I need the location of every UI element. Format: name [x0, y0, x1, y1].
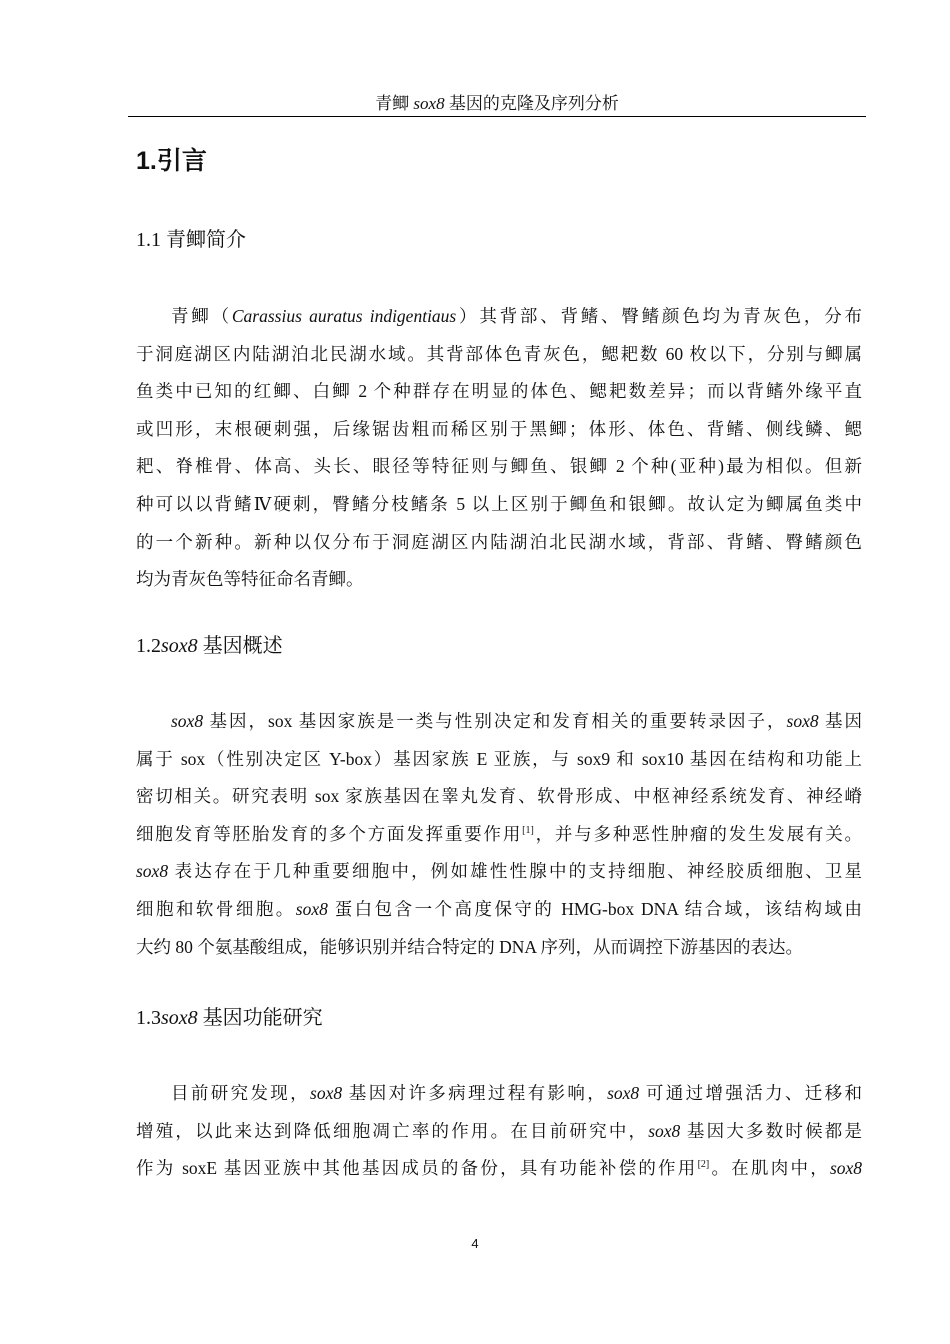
text-line: 种可以以背鳍Ⅳ硬刺，臀鳍分枝鳍条 5 以上区别于鲫鱼和银鲫。故认定为鲫属鱼类中	[136, 493, 862, 514]
section-heading-1-1	[136, 226, 246, 254]
section-number: 1.1	[136, 229, 161, 251]
text-line: 属于 sox（性别决定区 Y-box）基因家族 E 亚族，与 sox9 和 sox10 基因在结构和功能上	[136, 748, 862, 769]
header-text-post: 基因的克隆及序列分析	[444, 94, 619, 113]
section-title: 基因概述	[197, 635, 283, 657]
section-title: 青鲫简介	[161, 229, 246, 251]
section-title: 基因功能研究	[197, 1007, 323, 1029]
section-heading-1-3	[136, 1004, 323, 1032]
text-line: 或凹形，末根硬刺强，后缘锯齿粗而稀区别于黑鲫；体形、体色、背鳍、侧线鳞、鳃	[136, 418, 862, 439]
paragraph-sox8-function	[136, 1075, 862, 1188]
text-line: 细胞发育等胚胎发育的多个方面发挥重要作用[1]，并与多种恶性肿瘤的发生发展有关。	[136, 823, 863, 844]
text-line: 细胞和软骨细胞。sox8 蛋白包含一个高度保守的 HMG-box DNA 结合域，该结构域由	[136, 898, 862, 919]
text-line: 青鲫（Carassius auratus indigentiaus）其背部、背鳍、臀鳍颜色均为青灰色，分布	[171, 306, 863, 326]
text-line: 耙、脊椎骨、体高、头长、眼径等特征则与鲫鱼、银鲫 2 个种(亚种)最为相似。但新	[136, 456, 862, 477]
section-title-gene: sox8	[161, 1007, 198, 1029]
header-gene: sox8	[413, 94, 445, 113]
text-line: 均为青灰色等特征命名青鲫。	[136, 569, 364, 590]
section-number: 1.3	[136, 1007, 161, 1029]
text-line: 大约 80 个氨基酸组成，能够识别并结合特定的 DNA 序列，从而调控下游基因的表达。	[136, 936, 803, 957]
section-title-gene: sox8	[161, 635, 198, 657]
text-line: 鱼类中已知的红鲫、白鲫 2 个种群存在明显的体色、鳃耙数差异；而以背鳍外缘平直	[136, 381, 862, 402]
text-line: 的一个新种。新种以仅分布于洞庭湖区内陆湖泊北民湖水域，背部、背鳍、臀鳍颜色	[136, 531, 862, 552]
citation-ref-2[interactable]: [2]	[697, 1159, 710, 1171]
text-line: sox8 表达存在于几种重要细胞中，例如雄性性腺中的支持细胞、神经胶质细胞、卫星	[136, 861, 862, 882]
section-heading-1-2	[136, 632, 283, 660]
running-header	[128, 92, 866, 116]
header-rule	[128, 116, 866, 117]
text-line: sox8 基因，sox 基因家族是一类与性别决定和发育相关的重要转录因子，sox8 基因	[171, 711, 863, 731]
text-line: 增殖，以此来达到降低细胞凋亡率的作用。在目前研究中，sox8 基因大多数时候都是	[136, 1120, 862, 1141]
text-line: 密切相关。研究表明 sox 家族基因在睾丸发育、软骨形成、中枢神经系统发育、神经嵴	[136, 786, 862, 807]
citation-ref-1[interactable]: [1]	[522, 824, 534, 836]
text-line: 作为 soxE 基因亚族中其他基因成员的备份，具有功能补偿的作用[2]。在肌肉中，sox8	[136, 1158, 863, 1179]
header-text-pre: 青鲫	[375, 94, 414, 113]
page-number: 4	[471, 1236, 479, 1251]
text-line: 于洞庭湖区内陆湖泊北民湖水域。其背部体色青灰色，鳃耙数 60 枚以下，分别与鲫属	[136, 343, 862, 364]
paragraph-qingji-intro	[136, 298, 862, 599]
text-line: 目前研究发现，sox8 基因对许多病理过程有影响，sox8 可通过增强活力、迁移和	[171, 1083, 863, 1103]
section-number: 1.2	[136, 635, 161, 657]
chapter-title: 1.引言	[136, 147, 207, 175]
paragraph-sox8-overview	[136, 703, 862, 966]
